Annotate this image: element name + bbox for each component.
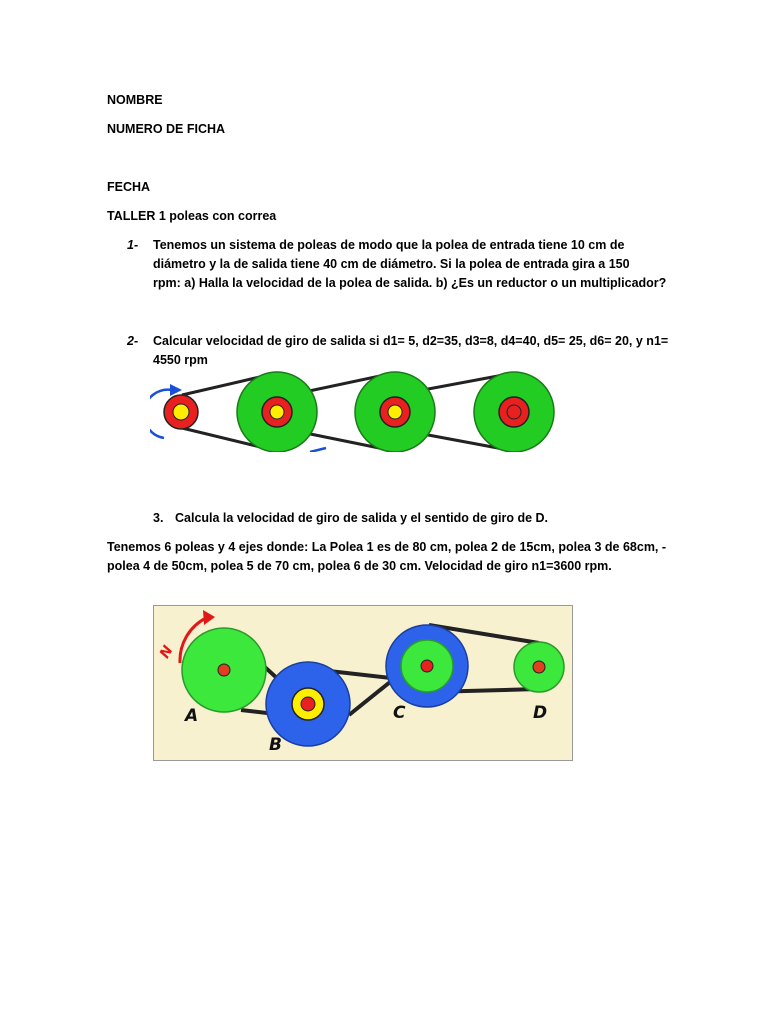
numero-ficha-label: NUMERO DE FICHA xyxy=(107,122,226,136)
pulley-2-hub xyxy=(270,405,284,419)
pulley-chain-diagram xyxy=(150,368,560,454)
label-b: B xyxy=(269,735,282,755)
pulley-a-hub xyxy=(218,664,230,676)
direction-arrow-icon xyxy=(310,448,326,452)
label-n: N xyxy=(156,643,177,662)
label-a: A xyxy=(185,706,199,726)
question-3-text xyxy=(175,509,548,528)
question-1-line: Tenemos un sistema de poleas de modo que la polea de entrada tiene 10 cm de xyxy=(153,238,625,252)
question-2-line: Calcular velocidad de giro de salida si d1= 5, d2=35, d3=8, d4=40, d5= 25, d6= 20, y n1= xyxy=(153,334,669,348)
pulleys-abcd-diagram xyxy=(153,605,574,762)
question-1-line: rpm: a) Halla la velocidad de la polea de salida. b) ¿Es un reductor o un multiplicador? xyxy=(153,276,667,290)
question-1-text xyxy=(153,236,666,293)
question-2-text xyxy=(153,332,668,370)
taller-title: TALLER 1 poleas con correa xyxy=(107,209,277,223)
problem-3-description xyxy=(107,538,666,576)
problem-3-line: polea 4 de 50cm, polea 5 de 70 cm, polea 6 de 30 cm. Velocidad de giro n1=3600 rpm. xyxy=(107,559,612,573)
pulley-c-hub xyxy=(421,660,433,672)
label-c: C xyxy=(393,703,406,723)
question-1-line: diámetro y la de salida tiene 40 cm de diámetro. Si la polea de entrada gira a 150 xyxy=(153,257,630,271)
pulley-3-hub xyxy=(388,405,402,419)
pulley-d-hub xyxy=(533,661,545,673)
question-2-line: 4550 rpm xyxy=(153,353,208,367)
question-3-line: Calcula la velocidad de giro de salida y el sentido de giro de D. xyxy=(175,511,549,525)
pulley-b-hub xyxy=(301,697,315,711)
fecha-label: FECHA xyxy=(107,180,151,194)
label-d: D xyxy=(533,703,548,723)
nombre-label: NOMBRE xyxy=(107,93,163,107)
pulley-1-hub xyxy=(173,404,189,420)
problem-3-line: Tenemos 6 poleas y 4 ejes donde: La Polea 1 es de 80 cm, polea 2 de 15cm, polea 3 de 68cm, - xyxy=(107,540,667,554)
question-2-number: 2- xyxy=(127,334,139,348)
question-3-number: 3. xyxy=(153,511,164,525)
arrow-head-icon xyxy=(170,384,182,396)
pulley-4-hub xyxy=(507,405,521,419)
question-1-number: 1- xyxy=(127,238,139,252)
